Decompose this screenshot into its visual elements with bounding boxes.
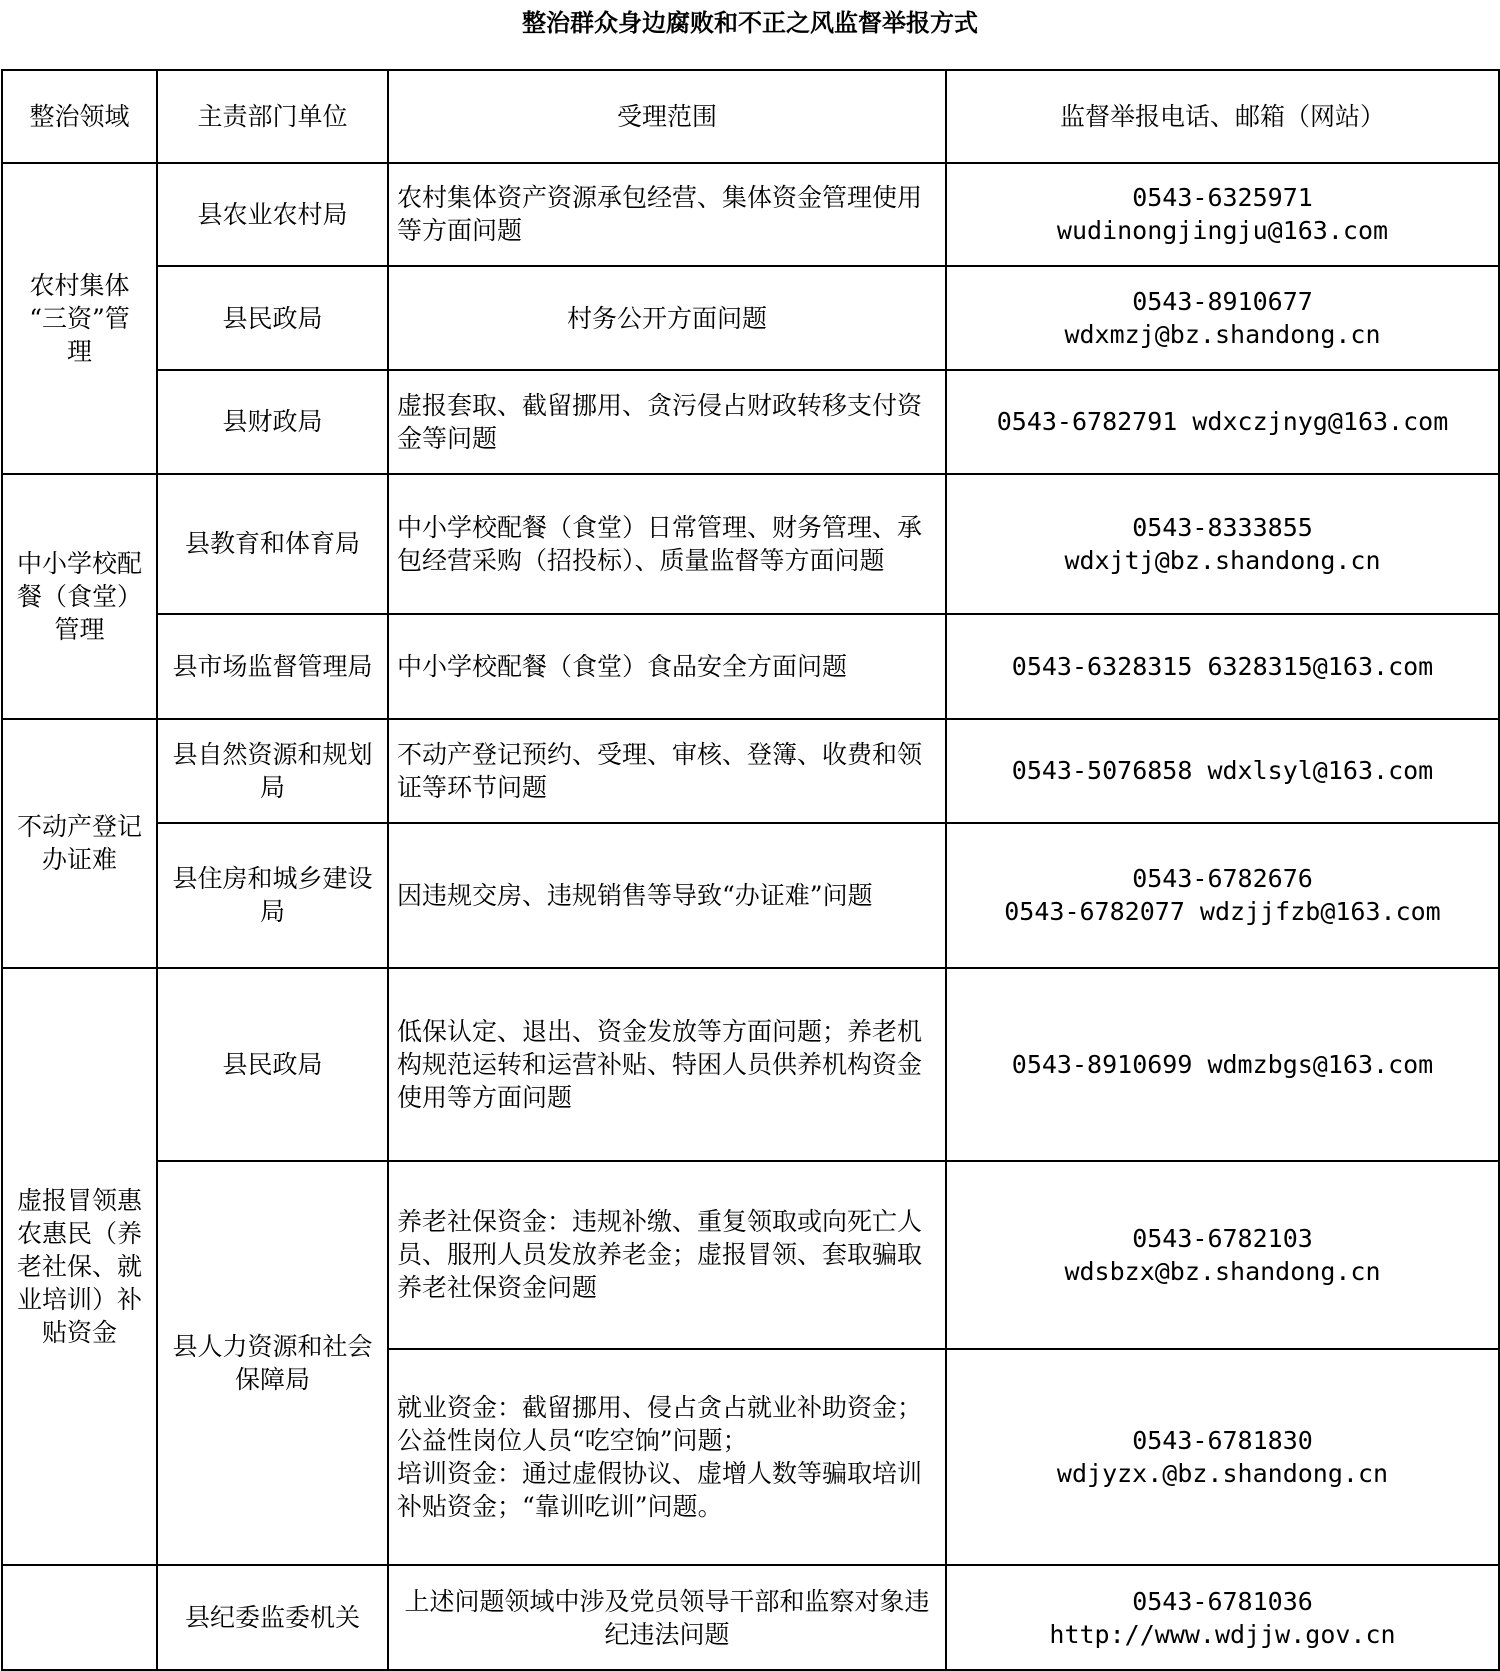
contact-cell bbox=[946, 614, 1499, 719]
dept-cell: 县住房和城乡建设局 bbox=[157, 823, 388, 968]
field-cell: 中小学校配 餐（食堂） 管理 bbox=[2, 474, 157, 720]
table-row bbox=[2, 968, 1499, 1161]
header-contact: 监督举报电话、邮箱（网站） bbox=[946, 70, 1499, 163]
dept-cell: 县民政局 bbox=[157, 266, 388, 370]
contact-cell bbox=[946, 719, 1499, 823]
scope-cell: 中小学校配餐（食堂）日常管理、财务管理、承包经营采购（招投标）、质量监督等方面问题 bbox=[388, 474, 946, 615]
header-scope: 受理范围 bbox=[388, 70, 946, 163]
scope-cell: 中小学校配餐（食堂）食品安全方面问题 bbox=[388, 614, 946, 719]
scope-cell: 因违规交房、违规销售等导致“办证难”问题 bbox=[388, 823, 946, 968]
phone-text: 0543-6328315 6328315@163.com bbox=[1011, 652, 1434, 682]
report-table bbox=[1, 69, 1500, 1671]
contact-cell bbox=[946, 823, 1499, 968]
email-text: wdxjtj@bz.shandong.cn bbox=[1064, 545, 1381, 575]
website-text: http://www.wdjjw.gov.cn bbox=[1049, 1619, 1396, 1649]
email-text: wdsbzx@bz.shandong.cn bbox=[1064, 1256, 1381, 1286]
contact-cell bbox=[946, 266, 1499, 370]
field-cell: 虚报冒领惠 农惠民（养 老社保、就 业培训）补 贴资金 bbox=[2, 968, 157, 1566]
scope-cell: 村务公开方面问题 bbox=[388, 266, 946, 370]
phone-text: 0543-5076858 wdxlsyl@163.com bbox=[1011, 756, 1434, 786]
table-row bbox=[2, 266, 1499, 370]
contact-cell bbox=[946, 163, 1499, 267]
phone-text: 0543-6782103 bbox=[1132, 1223, 1313, 1253]
contact-cell bbox=[946, 1161, 1499, 1349]
scope-cell: 就业资金：截留挪用、侵占贪占就业补助资金；公益性岗位人员“吃空饷”问题； 培训资金：通过虚假协议、虚增人数等骗取培训补贴资金；“靠训吃训”问题。 bbox=[388, 1349, 946, 1565]
dept-cell: 县纪委监委机关 bbox=[157, 1565, 388, 1670]
header-dept: 主责部门单位 bbox=[157, 70, 388, 163]
dept-cell: 县市场监督管理局 bbox=[157, 614, 388, 719]
header-row bbox=[2, 70, 1499, 163]
contact-cell bbox=[946, 370, 1499, 474]
phone-text: 0543-6781036 bbox=[1132, 1586, 1313, 1616]
dept-cell: 县人力资源和社会保障局 bbox=[157, 1161, 388, 1566]
phone-text: 0543-6325971 bbox=[1132, 183, 1313, 213]
header-field: 整治领域 bbox=[2, 70, 157, 163]
page-title: 整治群众身边腐败和不正之风监督举报方式 bbox=[522, 8, 978, 37]
phone-text: 0543-8910699 wdmzbgs@163.com bbox=[1011, 1049, 1434, 1079]
phone-text: 0543-8910677 bbox=[1132, 287, 1313, 317]
phone-text: 0543-6781830 bbox=[1132, 1426, 1313, 1456]
table-row bbox=[2, 1161, 1499, 1349]
scope-cell: 养老社保资金：违规补缴、重复领取或向死亡人员、服刑人员发放养老金；虚报冒领、套取骗取养老社保资金问题 bbox=[388, 1161, 946, 1349]
email-text: wdjyzx.@bz.shandong.cn bbox=[1056, 1459, 1389, 1489]
phone-email-text: 0543-6782077 wdzjjfzb@163.com bbox=[1004, 897, 1441, 927]
contact-cell bbox=[946, 1349, 1499, 1565]
scope-cell: 上述问题领域中涉及党员领导干部和监察对象违纪违法问题 bbox=[388, 1565, 946, 1670]
dept-cell: 县农业农村局 bbox=[157, 163, 388, 267]
scope-cell: 虚报套取、截留挪用、贪污侵占财政转移支付资金等问题 bbox=[388, 370, 946, 474]
dept-cell: 县财政局 bbox=[157, 370, 388, 474]
dept-cell: 县民政局 bbox=[157, 968, 388, 1161]
scope-cell: 低保认定、退出、资金发放等方面问题；养老机构规范运转和运营补贴、特困人员供养机构资金使用等方面问题 bbox=[388, 968, 946, 1161]
scope-cell: 农村集体资产资源承包经营、集体资金管理使用等方面问题 bbox=[388, 163, 946, 267]
contact-cell bbox=[946, 474, 1499, 615]
dept-cell: 县教育和体育局 bbox=[157, 474, 388, 615]
field-cell: 不动产登记 办证难 bbox=[2, 719, 157, 968]
phone-text: 0543-6782791 wdxczjnyg@163.com bbox=[996, 407, 1449, 437]
table-row bbox=[2, 614, 1499, 719]
table-row bbox=[2, 474, 1499, 615]
table-row bbox=[2, 370, 1499, 474]
field-cell: 农村集体 “三资”管 理 bbox=[2, 163, 157, 474]
contact-cell bbox=[946, 1565, 1499, 1670]
dept-cell: 县自然资源和规划局 bbox=[157, 719, 388, 823]
contact-cell bbox=[946, 968, 1499, 1161]
phone-text: 0543-8333855 bbox=[1132, 512, 1313, 542]
email-text: wudinongjingju@163.com bbox=[1056, 216, 1389, 246]
table-row bbox=[2, 823, 1499, 968]
table-row bbox=[2, 163, 1499, 267]
email-text: wdxmzj@bz.shandong.cn bbox=[1064, 320, 1381, 350]
phone-text: 0543-6782676 bbox=[1132, 864, 1313, 894]
scope-cell: 不动产登记预约、受理、审核、登簿、收费和领证等环节问题 bbox=[388, 719, 946, 823]
table-row bbox=[2, 719, 1499, 823]
field-cell bbox=[2, 1565, 157, 1670]
table-row bbox=[2, 1565, 1499, 1670]
